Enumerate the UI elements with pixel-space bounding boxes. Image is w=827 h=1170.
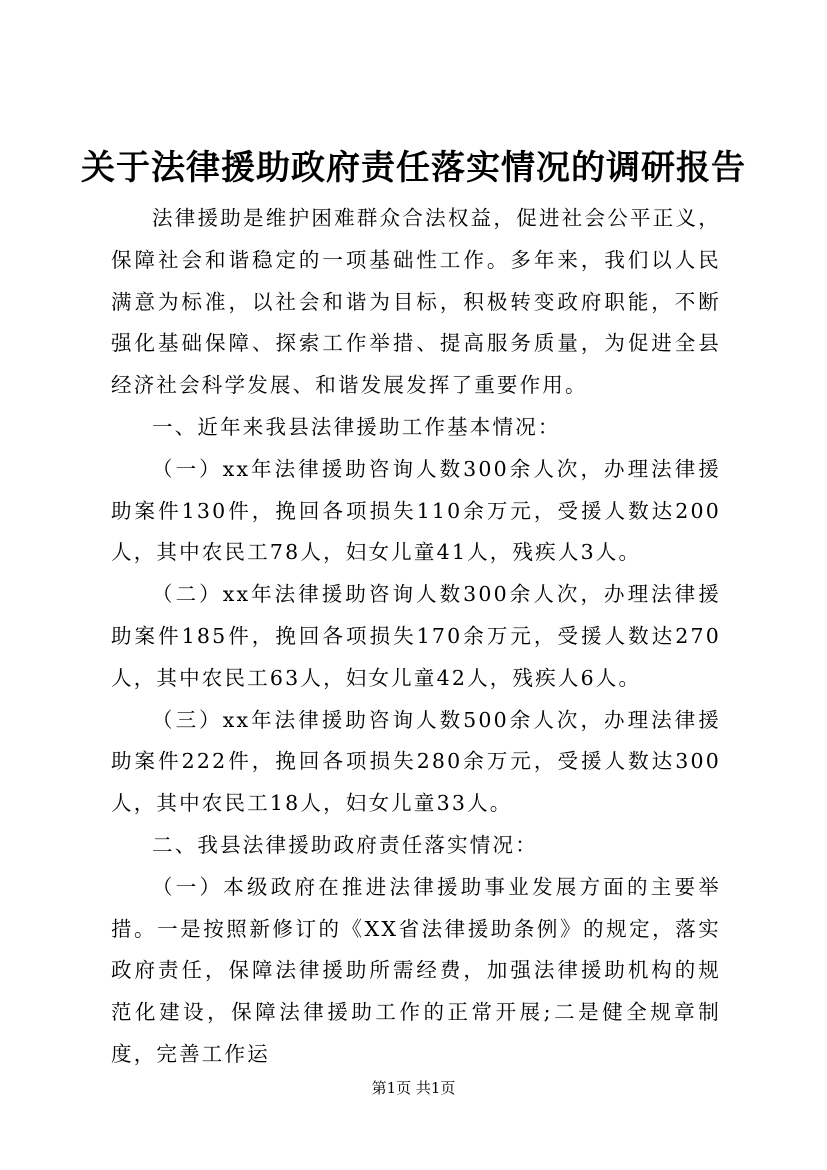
paragraph-measures: （一）本级政府在推进法律援助事业发展方面的主要举措。一是按照新修订的《XX省法律援助条例》的规定，落实政府责任，保障法律援助所需经费，加强法律援助机构的规范化建设，保障法律援助工作的正常开展;二是健全规章制度，完善工作运 (111, 874, 721, 1066)
page-footer: 第1页 共1页 (371, 1079, 456, 1097)
section-heading-1: 一、近年来我县法律援助工作基本情况： (152, 414, 561, 439)
document-title: 关于法律援助政府责任落实情况的调研报告 (81, 148, 746, 188)
paragraph-stats-2: （二）xx年法律援助咨询人数300余人次，办理法律援助案件185件，挽回各项损失170余万元，受援人数达270人，其中农民工63人，妇女儿童42人，残疾人6人。 (111, 582, 721, 690)
paragraph-stats-3: （三）xx年法律援助咨询人数500余人次，办理法律援助案件222件，挽回各项损失280余万元，受援人数达300人，其中农民工18人，妇女儿童33人。 (111, 707, 721, 816)
paragraph-stats-1: （一）xx年法律援助咨询人数300余人次，办理法律援助案件130件，挽回各项损失110余万元，受援人数达200人，其中农民工78人，妇女儿童41人，残疾人3人。 (111, 456, 721, 565)
document-body (111, 198, 721, 1076)
section-heading-2: 二、我县法律援助政府责任落实情况： (152, 832, 538, 857)
paragraph-intro: 法律援助是维护困难群众合法权益，促进社会公平正义，保障社会和谐稳定的一项基础性工作。多年来，我们以人民满意为标准，以社会和谐为目标，积极转变政府职能，不断强化基础保障、探索工作举措、提高服务质量，为促进全县经济社会科学发展、和谐发展发挥了重要作用。 (111, 206, 721, 398)
